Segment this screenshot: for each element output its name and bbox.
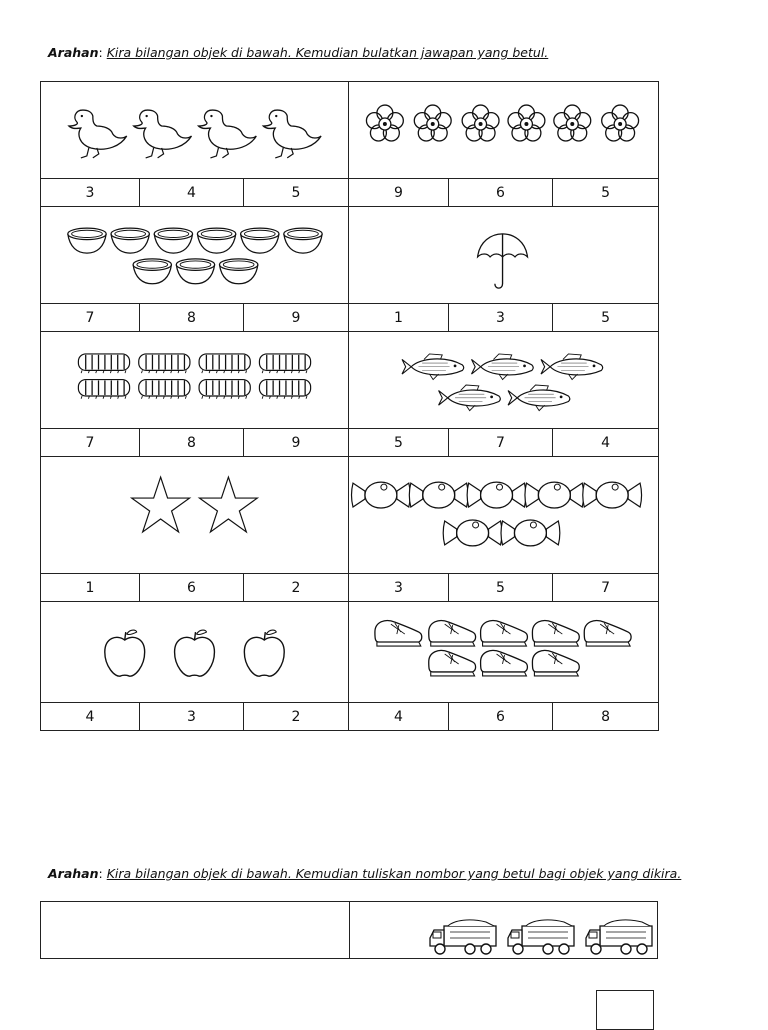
answer-row-3 (41, 429, 659, 457)
picture-row-1 (41, 82, 659, 179)
counting-table (40, 81, 659, 731)
answer-option[interactable]: 7 (553, 574, 659, 602)
answer-option[interactable]: 1 (41, 574, 140, 602)
answer-option[interactable]: 4 (41, 703, 140, 731)
candy-cell (349, 457, 659, 574)
writing-answer-box (40, 901, 658, 959)
answer-option[interactable]: 8 (140, 429, 244, 457)
answer-row-5 (41, 703, 659, 731)
answer-option[interactable]: 4 (349, 703, 449, 731)
instruction-2-text: Kira bilangan objek di bawah. Kemudian tuliskan nombor yang betul bagi objek yang dikira. (106, 866, 682, 881)
star-cell (41, 457, 349, 574)
instruction-2-label: Arahan (48, 866, 99, 881)
answer-row-2 (41, 304, 659, 332)
answer-row-1 (41, 179, 659, 207)
caterpillar-cell (41, 332, 349, 429)
answer-option[interactable]: 5 (244, 179, 349, 207)
answer-option[interactable]: 3 (41, 179, 140, 207)
answer-option[interactable]: 5 (553, 304, 659, 332)
truck-icon (350, 902, 658, 958)
answer-option[interactable]: 8 (553, 703, 659, 731)
instruction-2: Arahan: Kira bilangan objek di bawah. Kemudian tuliskan nombor yang betul bagi objek yang dikira. (48, 866, 682, 881)
answer-option[interactable]: 5 (349, 429, 449, 457)
picture-row-4 (41, 457, 659, 574)
answer-option[interactable]: 9 (244, 304, 349, 332)
answer-option[interactable]: 5 (449, 574, 553, 602)
answer-option[interactable]: 1 (349, 304, 449, 332)
answer-box[interactable] (596, 990, 654, 1030)
answer-option[interactable]: 7 (41, 429, 140, 457)
umbrella-icon (349, 207, 658, 303)
instruction-1: Arahan: Kira bilangan objek di bawah. Kemudian bulatkan jawapan yang betul. (48, 45, 549, 60)
fish-icon (349, 332, 658, 428)
shoe-cell (349, 602, 659, 703)
answer-option[interactable]: 3 (349, 574, 449, 602)
picture-row-5 (41, 602, 659, 703)
answer-option[interactable]: 4 (553, 429, 659, 457)
star-icon (41, 457, 348, 573)
duck-icon (41, 82, 348, 178)
answer-option[interactable]: 7 (41, 304, 140, 332)
apple-icon (41, 602, 348, 702)
answer-option[interactable]: 2 (244, 574, 349, 602)
answer-option[interactable]: 6 (140, 574, 244, 602)
answer-option[interactable]: 8 (140, 304, 244, 332)
answer-option[interactable]: 5 (553, 179, 659, 207)
shoe-icon (349, 602, 658, 702)
answer-option[interactable]: 4 (140, 179, 244, 207)
umbrella-cell (349, 207, 659, 304)
answer-option[interactable]: 9 (349, 179, 449, 207)
bowl-icon (41, 207, 348, 303)
answer-option[interactable]: 9 (244, 429, 349, 457)
answer-option[interactable]: 6 (449, 703, 553, 731)
flower-icon (349, 82, 658, 178)
answer-option[interactable]: 7 (449, 429, 553, 457)
instruction-1-label: Arahan (48, 45, 99, 60)
picture-row-2 (41, 207, 659, 304)
apple-cell (41, 602, 349, 703)
answer-option[interactable]: 3 (449, 304, 553, 332)
instruction-1-text: Kira bilangan objek di bawah. Kemudian bulatkan jawapan yang betul. (106, 45, 549, 60)
bowl-cell (41, 207, 349, 304)
flower-cell (349, 82, 659, 179)
fish-cell (349, 332, 659, 429)
answer-option[interactable]: 6 (449, 179, 553, 207)
answer-option[interactable]: 2 (244, 703, 349, 731)
answer-row-4 (41, 574, 659, 602)
answer-option[interactable]: 3 (140, 703, 244, 731)
caterpillar-icon (41, 332, 348, 428)
picture-row-3 (41, 332, 659, 429)
candy-icon (349, 457, 658, 573)
duck-cell (41, 82, 349, 179)
